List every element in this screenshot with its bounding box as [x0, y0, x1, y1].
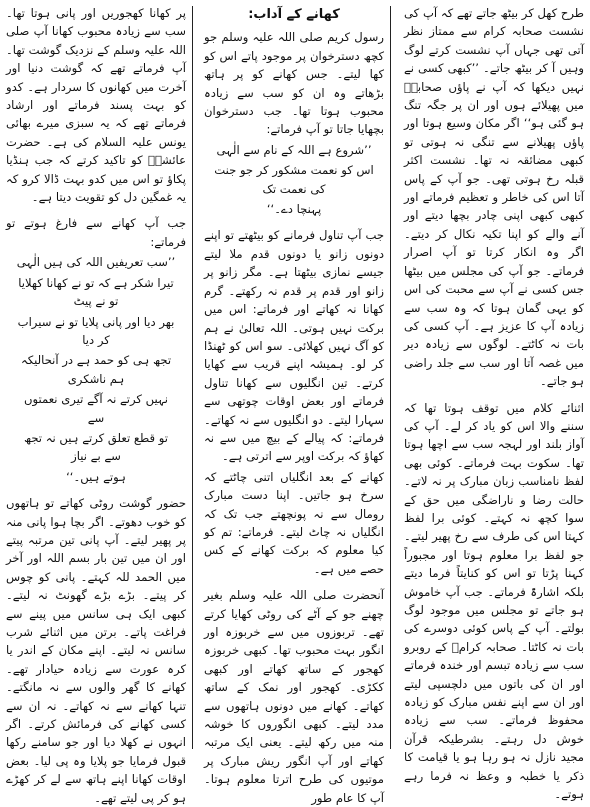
paragraph: اثنائے کلام میں توقف ہوتا تھا کہ سننے والا اس کو یاد کر لے۔ آپ کی آواز بلند اور لہجہ سب سے اچھا ہوتا تھا۔ سکوت بہت فرماتے۔ کوئی بھی لفظ نامناسب زبان مبارک پر نہ لاتے۔ حالت رضا و ناراضگی میں حق کے سوا کچھ نہ کہتے۔ کوئی برا لفظ کہتا اس کی طرف سے رخ پھیر لیتے۔ جو لفظ برا معلوم ہوتا اور مجبوراً کہنا پڑتا تو اس کو کنایتاً فرما دیتے بلکہ اشارۃً فرماتے۔ جب آپ خاموش ہو جاتے تو مجلس میں موجود لوگ بولتے۔ آپ کے پاس کوئی دوسرے کی بات نہ کاٹتا۔ صحابہ کرامؓ کے روبرو سب سے زیادہ تبسم اور خندہ فرماتے اور ان کی باتوں میں دلچسپی لیتے اور ان سے اپنے نفس مبارک کو زیادہ محفوظ فرماتے۔ سب سے زیادہ خوش دل رہتے۔ بشرطیکہ قرآن مجید نازل نہ ہو رہا ہو یا قیامت کا ذکر یا خطبہ و وعظ نہ فرما رہے ہوتے۔ [404, 400, 584, 802]
paragraph: حضور گوشت روٹی کھاتے تو ہاتھوں کو خوب دھوتے۔ اگر بچا ہوا پانی منہ پر پھیر لیتے۔ آپ پانی تین مرتبہ پیتے اور ان میں تین بار بسم اللہ اور آخر میں الحمد للہ کہتے۔ پانی کو چوس کر پیتے۔ بڑے بڑے گھونٹ نہ لیتے۔ کبھی ایک ہی سانس میں پینے سے فراغت پاتے۔ برتن میں اثنائے شرب سانس نہ لیتے۔ اپنے مکان کے اندر یا کرہ عورت سے زیادہ حیادار تھے۔ کھانے کا گھر والوں سے نہ مانگتے۔ تنہا کھانے سے نہ کھاتے۔ نہ ان سے کسی کھانے کی فرمائش کرتے۔ اگر انہوں نے کھلا دیا اور جو سامنے رکھا قبول فرمایا جو پلایا وہ پی لیا۔ بعض اوقات کھانا اپنے ہاتھ سے لے کر کھڑے ہو کر پی لیتے تھے۔ [6, 496, 186, 805]
paragraph: طرح کھل کر بیٹھ جاتے تھے کہ آپ کی نشست صحابہ کرام سے ممتاز نظر آتی تھی جہاں آپ نشست کرتے لوگ وہیں آ کر بیٹھ جاتے۔ ’’کبھی کسی نے نہیں دیکھا کہ آپ نے پاؤں صحابہؓ میں پھیلائے ہوں اور ان پر جگہ تنگ ہو گئی ہو‘‘ اگر مکان وسیع ہوتا اور پاؤں پھیلانے سے تنگی نہ ہوتی تو کبھی مضائقہ نہ تھا۔ نشست اکثر قبلہ رخ ہوتی تھی۔ جو آپ کے پاس آتا اس کی خاطر و تعظیم فرماتے اور کبھی کبھی اپنی چادر بچھا دیتے اور آنے والے کو اپنا تکیہ نکال کر دیتے۔ اگر وہ انکار کرتا تو آپ اصرار فرماتے۔ جو آپ کی مجلس میں بیٹھا جس کسی نے آپ سے محبت کی اس کو یہی گمان ہوتا کہ وہ سب سے زیادہ آپ کا عزیز ہے۔ آپ کسی کی بات نہ کاٹتے۔ لوگوں سے زیادہ دیر میں غصہ آتا اور سب سے جلد راضی ہو جاتے۔ [404, 6, 584, 389]
dua-line: ’’شروع ہے اللہ کے نام سے الٰہی [216, 142, 372, 157]
column-divider [390, 6, 391, 749]
dua-line: پہنچا دے۔‘‘ [266, 202, 322, 217]
dua-line: تیرا شکر ہے کہ تو نے کھانا کھلایا تو نے پیٹ [18, 275, 174, 309]
dua-line: تجھ ہی کو حمد ہے در آنحالیکہ ہم ناشکری [20, 353, 172, 386]
dua-line: اس کو نعمت مشکور کر جو جنت کی نعمت تک [214, 163, 374, 196]
paragraph: رسول کریم صلی اللہ علیہ وسلم جو کچھ دسترخوان پر موجود پاتے اس کو کھا لیتے۔ جس کھانے کو پر ہاتھ بڑھاتے وہ ان کو سب سے زیادہ محبوب ہوتا تھا۔ جب دسترخوان بچھایا جاتا تو آپ فرماتے: [204, 30, 384, 137]
paragraph: جب آپ کھانے سے فارغ ہوتے تو فرماتے: [6, 216, 186, 249]
paragraph: جب آپ تناول فرمانے کو بیٹھتے تو اپنے دونوں زانو یا دونوں قدم ملا لیتے جیسے نمازی بیٹھتا ہے۔ مگر زانو پر زانو اور قدم پر قدم نہ رکھتے۔ گرم کھانا نہ کھاتے اور فرماتے: اس میں برکت نہیں ہوتی۔ اللہ تعالیٰ نے ہم کو آگ نہیں کھلائی۔ سو اس کو ٹھنڈا کر لو۔ ہمیشہ اپنے قریب سے کھایا کرتے۔ تین انگلیوں سے کھانا تناول فرماتے اور بعض اوقات چوتھی سے سہارا لیتے۔ دو انگلیوں سے نہ کھاتے۔ فرماتے: کہ پیالے کے بیچ میں سے نہ کھاؤ کہ برکت اوپر سے اترتی ہے۔ [204, 228, 384, 464]
dua-line: نہیں کرتے نہ آگے تیری نعمتوں سے [24, 392, 168, 425]
text-column-left [6, 4, 186, 805]
dua-line: بھر دیا اور پانی پلایا تو نے سیراب کر دیا [17, 314, 175, 347]
paragraph: کھانے کے بعد انگلیاں اتنی چاٹتے کہ سرخ ہو جاتیں۔ اپنا دست مبارک رومال سے نہ پونچھتے جب تک کہ انگلیاں نہ چاٹ لیتے۔ فرماتے: تم کو کیا معلوم کہ برکت کھانے کے کس حصے میں ہے۔ [204, 469, 384, 576]
section-heading: کھانے کے آداب: [248, 7, 340, 22]
dua-line: ’’سب تعریفیں اللہ کی ہیں الٰہی [16, 255, 176, 270]
paragraph: پر کھانا کھجوریں اور پانی ہوتا تھا۔ سب سے زیادہ محبوب کھانا آپ صلی اللہ علیہ وسلم کے نزدیک گوشت تھا۔ آپ فرماتے تھے کہ گوشت دنیا اور آخرت میں کھانوں کا سردار ہے۔ کدو کو بہت پسند فرماتے اور ارشاد فرماتے تھے کہ یہ سبزی میرے بھائی یونس علیہ السلام کی ہے۔ حضرت عائشہؓ کو تاکید کرتے کہ جب ہنڈیا پکاؤ تو اس میں کدو بہت ڈالا کرو کہ یہ غمگین دل کو تقویت دیتا ہے۔ [6, 6, 186, 205]
text-column-middle [204, 4, 384, 805]
column-divider [192, 6, 193, 749]
paragraph: آنحضرت صلی اللہ علیہ وسلم بغیر چھنے جو کے آٹے کی روٹی کھایا کرتے تھے۔ تربوزوں میں سے خربوزہ اور انگور بہت محبوب تھا۔ کبھی خربوزہ کھجور کے ساتھ کھاتے اور کبھی ککڑی۔ کھجور اور نمک کے ساتھ کھاتے۔ کھانے میں دونوں ہاتھوں سے مدد لیتے۔ کبھی انگوروں کا خوشہ منہ میں رکھ لیتے۔ یعنی ایک مرتبہ کھاتے اور آپ انگور ریش مبارک پر موتیوں کی طرح اترتا معلوم ہوتا۔ آپ کا عام طور [204, 588, 384, 805]
dua-line: تو قطع تعلق کرتے ہیں نہ تجھ سے بے نیاز [24, 430, 168, 464]
dua-line: ہوتے ہیں۔‘‘ [66, 469, 126, 484]
text-column-right [404, 4, 584, 802]
